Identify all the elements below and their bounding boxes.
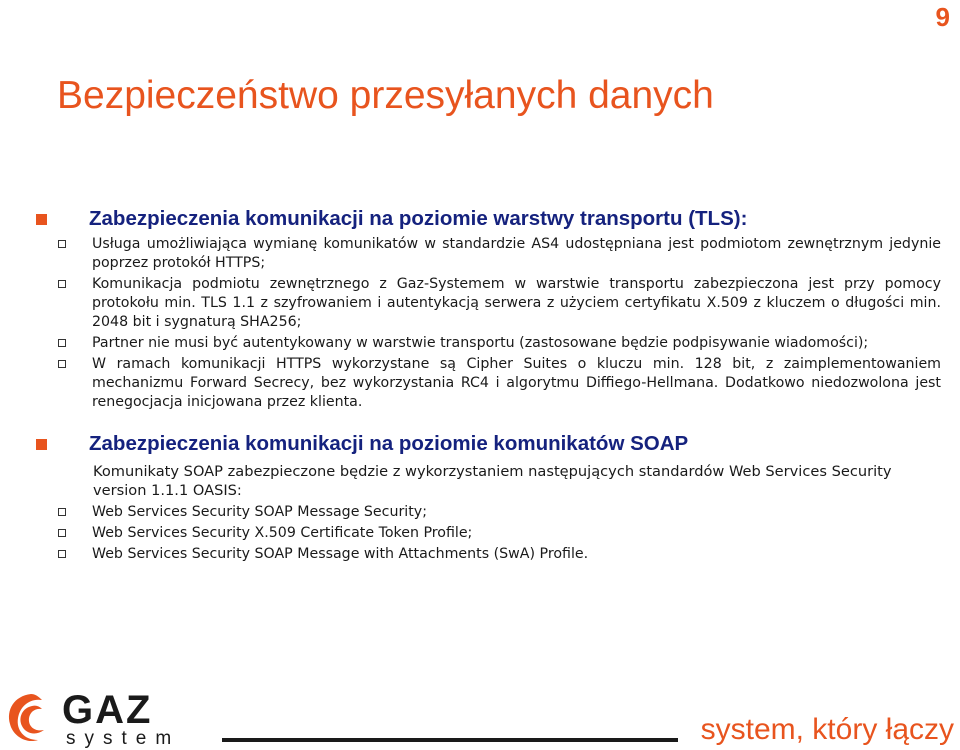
hollow-square-bullet-icon [58,240,66,248]
page-number: 9 [935,2,950,32]
section-heading-row [36,432,941,456]
orange-square-bullet-icon [36,214,47,225]
list-item [36,524,941,543]
section-intro: Komunikaty SOAP zabezpieczone będzie z wykorzystaniem następujących standardów Web Services Security version 1.1.1 OASIS: [93,463,892,499]
logo-wordmark: GAZ [62,688,153,732]
hollow-square-bullet-icon [58,339,66,347]
hollow-square-bullet-icon [58,508,66,516]
list-item-text: Web Services Security SOAP Message with Attachments (SwA) Profile. [92,546,589,562]
page-title: Bezpieczeństwo przesyłanych danych [57,74,714,117]
footer-slogan: system, który łączy [700,713,954,746]
list-item [36,355,941,412]
section-heading-row [36,207,941,231]
section-tls [36,207,941,414]
hollow-square-bullet-icon [58,280,66,288]
list-item [36,275,941,332]
hollow-square-bullet-icon [58,529,66,537]
bullet-list [36,503,941,564]
list-item-text: Partner nie musi być autentykowany w warstwie transportu (zastosowane będzie podpisywanie wiadomości); [92,335,869,351]
hollow-square-bullet-icon [58,550,66,558]
flame-swirl-icon [2,690,60,748]
section-heading: Zabezpieczenia komunikacji na poziomie warstwy transportu (TLS): [89,207,748,230]
list-item [36,545,941,564]
list-item-text: Web Services Security SOAP Message Security; [92,504,427,520]
list-item [36,235,941,273]
hollow-square-bullet-icon [58,360,66,368]
logo-subtitle: system [66,728,181,749]
section-soap [36,432,941,566]
list-item-text: Usługa umożliwiająca wymianę komunikatów w standardzie AS4 udostępniana jest podmiotom zewnętrznym jedynie poprzez protokół HTTPS; [92,236,941,271]
gaz-system-logo [0,690,230,750]
list-item [36,334,941,353]
section-heading: Zabezpieczenia komunikacji na poziomie komunikatów SOAP [89,432,689,455]
list-item-text: Komunikacja podmiotu zewnętrznego z Gaz-Systemem w warstwie transportu zabezpieczona jest przy pomocy protokołu min. TLS 1.1 z szyfrowaniem i autentykacją serwera z użyciem certyfikatu X.509 z kluczem o długości min. 2048 bit i sygnaturą SHA256; [92,276,941,330]
list-item [36,503,941,522]
list-item-text: Web Services Security X.509 Certificate Token Profile; [92,525,473,541]
footer-divider [222,738,678,742]
list-item-text: W ramach komunikacji HTTPS wykorzystane są Cipher Suites o kluczu min. 128 bit, z zaimplementowaniem mechanizmu Forward Secrecy, bez wykorzystania RC4 i algorytmu Diffiego-Hellmana. Dodatkowo niedozwolona jest renegocjacja inicjowana przez klienta. [92,356,941,410]
orange-square-bullet-icon [36,439,47,450]
bullet-list [36,235,941,412]
